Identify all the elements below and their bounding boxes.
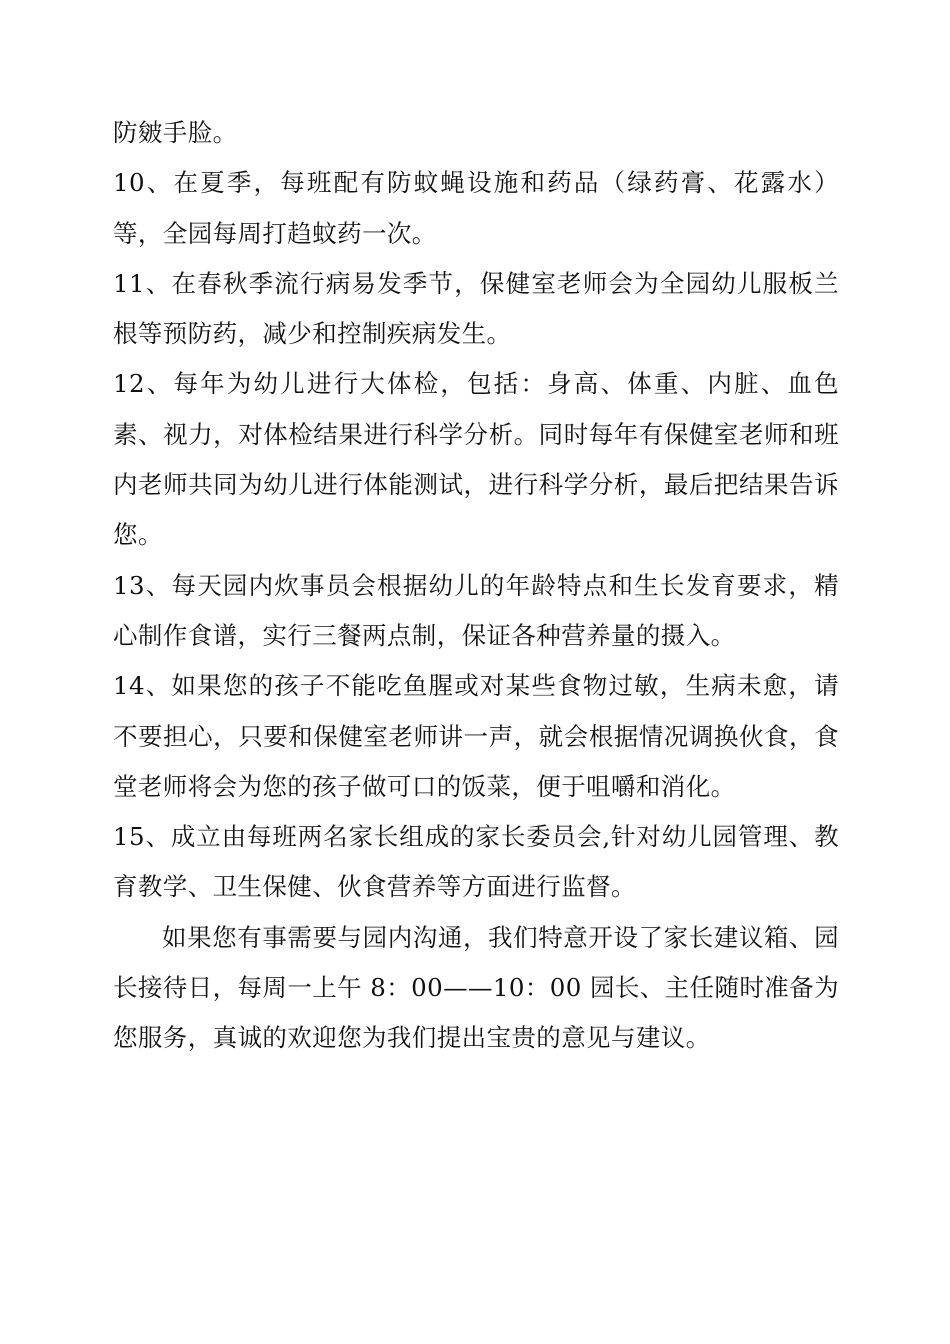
document-body	[113, 108, 839, 1064]
paragraph-item-14: 14、如果您的孩子不能吃鱼腥或对某些食物过敏，生病未愈，请不要担心，只要和保健室老师讲一声，就会根据情况调换伙食，食堂老师将会为您的孩子做可口的饭菜，便于咀嚼和消化。	[113, 671, 839, 801]
paragraph-item-10: 10、在夏季，每班配有防蚊蝇设施和药品（绿药膏、花露水）等，全园每周打趋蚊药一次。	[113, 168, 839, 248]
paragraph-closing: 如果您有事需要与园内沟通，我们特意开设了家长建议箱、园长接待日，每周一上午 8：00——10：00 园长、主任随时准备为您服务，真诚的欢迎您为我们提出宝贵的意见与建议。	[113, 922, 839, 1053]
paragraph-item-11: 11、在春秋季流行病易发季节，保健室老师会为全园幼儿服板兰根等预防药，减少和控制疾病发生。	[113, 268, 839, 349]
paragraph-continuation: 防皴手脸。	[113, 118, 238, 147]
paragraph-item-12: 12、每年为幼儿进行大体检，包括：身高、体重、内脏、血色素、视力，对体检结果进行科学分析。同时每年有保健室老师和班内老师共同为幼儿进行体能测试，进行科学分析，最后把结果告诉您。	[113, 369, 839, 550]
paragraph-item-13: 13、每天园内炊事员会根据幼儿的年龄特点和生长发育要求，精心制作食谱，实行三餐两点制，保证各种营养量的摄入。	[113, 570, 839, 650]
paragraph-item-15: 15、成立由每班两名家长组成的家长委员会,针对幼儿园管理、教育教学、卫生保健、伙食营养等方面进行监督。	[113, 822, 839, 902]
